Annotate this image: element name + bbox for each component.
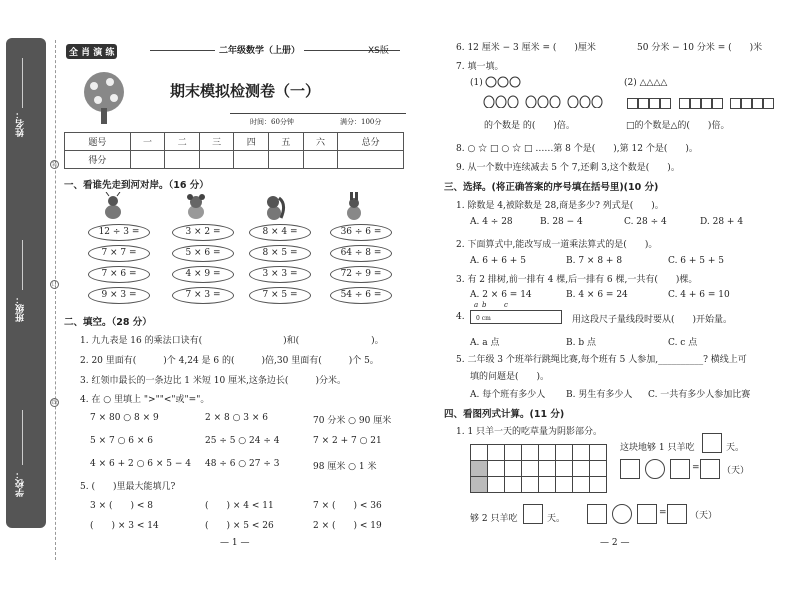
question-text: 填的问题是( )。 [470, 372, 550, 382]
choice-option[interactable]: A. 6 + 6 + 5 [470, 256, 526, 266]
fill-item[interactable]: ( ) × 5 < 26 [205, 521, 274, 531]
choice-option[interactable]: B. 4 × 6 = 24 [566, 290, 628, 300]
compare-item[interactable]: 5 × 7 ○ 6 × 6 [90, 436, 154, 446]
series-badge: 全 肖 演 练 [66, 44, 117, 59]
equals-sign: = [659, 508, 667, 518]
question-text: 1. 除数是 4,被除数是 28,商是多少? 列式是( )。 [456, 201, 664, 211]
calc-pill[interactable]: 9 × 3 = [88, 287, 150, 304]
score-cell[interactable] [165, 151, 200, 169]
fill-item[interactable]: 7 × ( ) < 36 [313, 501, 382, 511]
choice-option[interactable]: A. 每个班有多少人 [470, 390, 546, 400]
answer-box[interactable] [670, 459, 690, 479]
question-text: 够 2 只羊吃 [470, 514, 518, 524]
choice-option[interactable]: B. b 点 [566, 338, 596, 348]
answer-box[interactable] [667, 504, 687, 524]
section-3-title: 三、选择。(将正确答案的序号填在括号里)(10 分) [444, 182, 659, 193]
name-line [22, 58, 23, 108]
section-1-title: 一、看谁先走到河对岸。（16 分） [64, 180, 209, 191]
calc-pill[interactable]: 7 × 5 = [249, 287, 311, 304]
choice-option[interactable]: C. c 点 [668, 338, 698, 348]
rabbit-icon [341, 192, 367, 222]
calc-pill[interactable]: 12 ÷ 3 = [88, 224, 150, 241]
grass-grid [470, 444, 607, 493]
deer-icon [100, 192, 126, 222]
pear-icon [483, 94, 613, 108]
unit-text: 天。 [547, 514, 566, 524]
calc-pill[interactable]: 3 × 3 = [249, 266, 311, 283]
question-text: 用这段尺子量线段时要从( )开始量。 [572, 315, 733, 325]
binding-hole: 装 [51, 161, 58, 168]
page-number: — 2 — [600, 538, 630, 548]
question-text: 5. ( )里最大能填几? [80, 482, 176, 492]
question-text: □的个数是△的( )倍。 [626, 121, 730, 131]
mouse-icon [183, 192, 209, 222]
question-text: 8. ○ ☆ □ ○ ☆ □ ……第 8 个是( ),第 12 个是( )。 [456, 144, 698, 154]
choice-option[interactable]: B. 28 − 4 [540, 217, 583, 227]
calc-pill[interactable]: 3 × 2 = [172, 224, 234, 241]
choice-option[interactable]: A. a 点 [470, 338, 500, 348]
binding-hole: 线 [51, 399, 58, 406]
choice-option[interactable]: C. 6 + 5 + 5 [668, 256, 724, 266]
compare-item[interactable]: 48 ÷ 6 ○ 27 ÷ 3 [205, 459, 280, 469]
score-table-header: 六 [303, 133, 338, 151]
question-text: 4. 在 ○ 里填上 ">""<"或"="。 [80, 395, 210, 405]
ruler-point: c [504, 301, 508, 309]
score-cell[interactable] [303, 151, 338, 169]
score-table-header: 二 [165, 133, 200, 151]
question-text: 3. 红领巾最长的一条边比 1 米短 10 厘米,这条边长( )分米。 [80, 376, 346, 386]
question-text: 4. [456, 312, 465, 322]
calc-pill[interactable]: 4 × 9 = [172, 266, 234, 283]
school-label: 学校： [16, 470, 26, 497]
score-table-header: 四 [234, 133, 269, 151]
answer-box[interactable] [637, 504, 657, 524]
exam-time: 时间：60分钟 [250, 118, 294, 126]
compare-item[interactable]: 2 × 8 ○ 3 × 6 [205, 413, 269, 423]
score-table-header: 题号 [65, 133, 131, 151]
score-cell[interactable] [130, 151, 165, 169]
ruler-point: a [474, 301, 479, 309]
course-name: 二年级数学（上册） [215, 43, 304, 56]
question-text: 50 分米 − 10 分米 = ( )米 [637, 43, 763, 53]
cut-line [55, 40, 56, 560]
title-rule [230, 113, 406, 114]
question-text: 6. 12 厘米 − 3 厘米 = ( )厘米 [456, 43, 596, 53]
compare-item[interactable]: 98 厘米 ○ 1 米 [313, 462, 377, 472]
calc-pill[interactable]: 7 × 3 = [172, 287, 234, 304]
calc-pill[interactable]: 7 × 7 = [88, 245, 150, 262]
calc-pill[interactable]: 72 ÷ 9 = [330, 266, 392, 283]
question-text: 1. 1 只羊一天的吃草量为阴影部分。 [456, 427, 603, 437]
class-label: 班级： [16, 295, 26, 322]
question-text: 2. 20 里面有( )个 4,24 是 6 的( )倍,30 里面有( )个 5。 [80, 356, 379, 366]
operator-circle[interactable] [645, 459, 665, 479]
name-label: 姓名： [16, 110, 26, 137]
section-4-title: 四、看图列式计算。(11 分) [444, 409, 565, 420]
tree-illustration [76, 70, 132, 124]
calc-pill[interactable]: 8 × 4 = [249, 224, 311, 241]
answer-box[interactable] [620, 459, 640, 479]
binding-hole: 订 [51, 281, 58, 288]
unit-text: 天。 [726, 443, 745, 453]
compare-item[interactable]: 25 ÷ 5 ○ 24 ÷ 4 [205, 436, 280, 446]
choice-option[interactable]: A. 4 ÷ 28 [470, 217, 513, 227]
choice-option[interactable]: C. 28 ÷ 4 [624, 217, 667, 227]
question-text: 1. 九九表是 16 的乘法口诀有( )和( )。 [80, 336, 384, 346]
square-row-icon [627, 98, 774, 109]
fill-item[interactable]: ( ) × 4 < 11 [205, 501, 274, 511]
calc-pill[interactable]: 8 × 5 = [249, 245, 311, 262]
equals-sign: = [692, 463, 700, 473]
question-text: 9. 从一个数中连续减去 5 个 7,还剩 3,这个数是( )。 [456, 163, 680, 173]
edition-label: XS版 [368, 46, 389, 56]
score-table-header: 总分 [338, 133, 404, 151]
choice-option[interactable]: D. 28 + 4 [700, 217, 744, 227]
answer-box[interactable] [702, 433, 722, 453]
section-2-title: 二、填空。（28 分） [64, 317, 152, 328]
answer-box[interactable] [523, 504, 543, 524]
question-part: (2) △△△△ [624, 78, 668, 88]
answer-box[interactable] [700, 459, 720, 479]
choice-option[interactable]: C. 4 + 6 = 10 [668, 290, 730, 300]
question-text: 2. 下面算式中,能改写成一道乘法算式的是( )。 [456, 240, 658, 250]
calc-pill[interactable]: 7 × 6 = [88, 266, 150, 283]
unit-text: （天） [690, 511, 718, 521]
question-text: 5. 二年级 3 个班举行跳绳比赛,每个班有 5 人参加,__________? 横线上可 [456, 355, 747, 365]
exam-title: 期末模拟检测卷（一） [170, 82, 321, 100]
calc-pill[interactable]: 64 ÷ 8 = [330, 245, 392, 262]
score-cell[interactable] [269, 151, 304, 169]
school-line [22, 410, 23, 465]
question-text: 3. 有 2 排树,前一排有 4 棵,后一排有 6 棵,一共有( )棵。 [456, 275, 698, 285]
fill-item[interactable]: ( ) × 3 < 14 [90, 521, 159, 531]
score-table-header: 一 [130, 133, 165, 151]
score-table [64, 132, 404, 169]
score-cell[interactable] [338, 151, 404, 169]
compare-item[interactable]: 4 × 6 + 2 ○ 6 × 5 − 4 [90, 459, 191, 469]
compare-item[interactable]: 70 分米 ○ 90 厘米 [313, 416, 392, 426]
operator-circle[interactable] [612, 504, 632, 524]
question-text: 7. 填一填。 [456, 62, 504, 72]
fill-item[interactable]: 2 × ( ) < 19 [313, 521, 382, 531]
question-text: 的个数是 的( )倍。 [484, 121, 575, 131]
unit-text: （天） [722, 466, 750, 476]
answer-box[interactable] [587, 504, 607, 524]
calc-pill[interactable]: 54 ÷ 6 = [330, 287, 392, 304]
score-table-header: 三 [199, 133, 234, 151]
score-table-header: 五 [269, 133, 304, 151]
fill-item[interactable]: 3 × ( ) < 8 [90, 501, 154, 511]
score-cell[interactable] [199, 151, 234, 169]
class-line [22, 240, 23, 290]
question-text: 这块地够 1 只羊吃 [620, 443, 695, 453]
squirrel-icon [261, 192, 287, 222]
choice-option[interactable]: B. 7 × 8 + 8 [566, 256, 623, 266]
calc-pill[interactable]: 5 × 6 = [172, 245, 234, 262]
calc-pill[interactable]: 36 ÷ 6 = [330, 224, 392, 241]
exam-full-score: 满分：100分 [340, 118, 382, 126]
question-part: (1) [470, 78, 483, 88]
ruler-zero: 0 cm [476, 315, 491, 322]
apple-icon [485, 76, 525, 88]
page-number: — 1 — [220, 538, 250, 548]
score-row-label: 得分 [65, 151, 131, 169]
score-cell[interactable] [234, 151, 269, 169]
compare-item[interactable]: 7 × 80 ○ 8 × 9 [90, 413, 159, 423]
ruler-point: b [482, 301, 487, 309]
compare-item[interactable]: 7 × 2 + 7 ○ 21 [313, 436, 382, 446]
choice-option[interactable]: B. 男生有多少人 [566, 390, 633, 400]
choice-option[interactable]: C. 一共有多少人参加比赛 [648, 390, 751, 400]
choice-option[interactable]: A. 2 × 6 = 14 [470, 290, 532, 300]
